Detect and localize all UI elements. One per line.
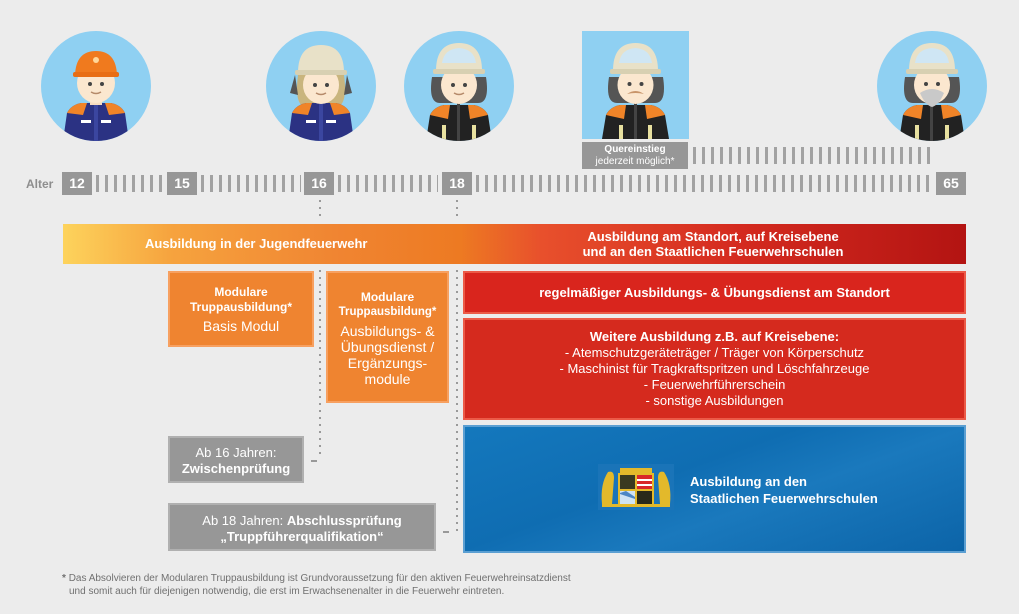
further-training-title: Weitere Ausbildung z.B. auf Kreisebene: xyxy=(589,329,840,344)
footnote-line2: und somit auch für diejenigen notwendig, die erst im Erwachsenenalter in die Feuerwehr eintreten. xyxy=(69,586,505,597)
module-title: Truppausbildung* xyxy=(190,300,292,314)
exam-label: Ab 16 Jahren: xyxy=(195,445,277,460)
training-phase-bar xyxy=(63,224,966,264)
footnote-marker: * xyxy=(62,573,66,584)
age-marker-18: 18 xyxy=(442,172,472,195)
bavarian-coat-of-arms-icon xyxy=(598,464,674,510)
connector-16 xyxy=(319,200,321,218)
intermediate-exam-box xyxy=(168,436,304,483)
lateral-entry-label xyxy=(582,142,688,169)
avatar-firefighter-woman xyxy=(404,31,514,141)
ruler-ticks xyxy=(338,175,438,192)
further-training-item: - Maschinist für Tragkraftspritzen und Löschfahrzeuge xyxy=(559,361,870,376)
module-body: Übungsdienst / xyxy=(340,339,435,355)
exam-connector-dash xyxy=(311,460,317,462)
age-axis-label: Alter xyxy=(26,177,54,191)
adult-training-label xyxy=(533,229,893,259)
age-marker-15: 15 xyxy=(167,172,197,195)
avatar-youth-boy xyxy=(41,31,151,141)
further-training-item: - Feuerwehrführerschein xyxy=(643,377,786,392)
module-body: Ergänzungs- xyxy=(347,355,428,371)
connector-18 xyxy=(456,200,458,218)
avatar-senior-firefighter xyxy=(877,31,987,141)
state-fire-school-line2: Staatlichen Feuerwehrschulen xyxy=(690,491,878,506)
further-training-item: - Atemschutzgeräteträger / Träger von Körperschutz xyxy=(564,345,865,360)
age-marker-16: 16 xyxy=(304,172,334,195)
module-body: Basis Modul xyxy=(202,318,280,334)
footnote xyxy=(62,572,571,598)
module-title: Truppausbildung* xyxy=(338,306,437,318)
exam-label xyxy=(170,513,434,529)
adult-training-line1: Ausbildung am Standort, auf Kreisebene xyxy=(587,229,839,244)
youth-firefighter-icon xyxy=(41,31,151,141)
module-title: Modulare xyxy=(360,290,415,304)
exam-connector-dash xyxy=(443,531,449,533)
adult-training-line2: und an den Staatlichen Feuerwehrschulen xyxy=(582,244,844,259)
age-marker-65: 65 xyxy=(936,172,966,195)
module-supplementary-box xyxy=(326,271,449,403)
youth-fire-brigade-label: Ausbildung in der Jugendfeuerwehr xyxy=(145,236,368,251)
ruler-ticks xyxy=(476,175,933,192)
age-marker-12: 12 xyxy=(62,172,92,195)
module-body: Ausbildungs- & xyxy=(340,323,435,339)
youth-firefighter-girl-icon xyxy=(266,31,376,141)
footnote-line1: Das Absolvieren der Modularen Truppausbildung ist Grundvoraussetzung für den aktiven Feuerwehreinsatzdienst xyxy=(68,573,571,584)
lateral-entry-subtitle: jederzeit möglich* xyxy=(595,156,675,167)
final-exam-box xyxy=(168,503,436,551)
ruler-ticks xyxy=(201,175,301,192)
module-basis-box xyxy=(168,271,314,347)
firefighter-senior-icon xyxy=(877,31,987,141)
ruler-ticks xyxy=(96,175,162,192)
connector-18-lower xyxy=(456,270,458,532)
firefighter-mustache-icon xyxy=(582,31,689,139)
firefighter-icon xyxy=(404,31,514,141)
exam-title: Zwischenprüfung xyxy=(181,461,291,476)
connector-16-lower xyxy=(319,270,321,458)
state-fire-school-line1: Ausbildung an den xyxy=(690,474,807,489)
further-training-item: - sonstige Ausbildungen xyxy=(645,393,784,408)
avatar-youth-girl xyxy=(266,31,376,141)
module-body: module xyxy=(364,371,411,387)
further-training-box xyxy=(463,318,966,420)
exam-title: Abschlussprüfung xyxy=(286,513,402,528)
lateral-entry-title: Quereinstieg xyxy=(604,144,666,155)
module-title: Modulare xyxy=(214,285,268,299)
lateral-entry-ticks xyxy=(693,147,933,164)
avatar-lateral-entry xyxy=(582,31,689,139)
regular-training-box xyxy=(463,271,966,314)
exam-age: Ab 18 Jahren: xyxy=(202,513,287,528)
state-fire-school-label xyxy=(690,473,878,507)
regular-training-label: regelmäßiger Ausbildungs- & Übungsdienst am Standort xyxy=(539,285,890,300)
state-fire-school-box xyxy=(463,425,966,553)
exam-qualification: „Truppführerqualifikation“ xyxy=(220,529,384,544)
